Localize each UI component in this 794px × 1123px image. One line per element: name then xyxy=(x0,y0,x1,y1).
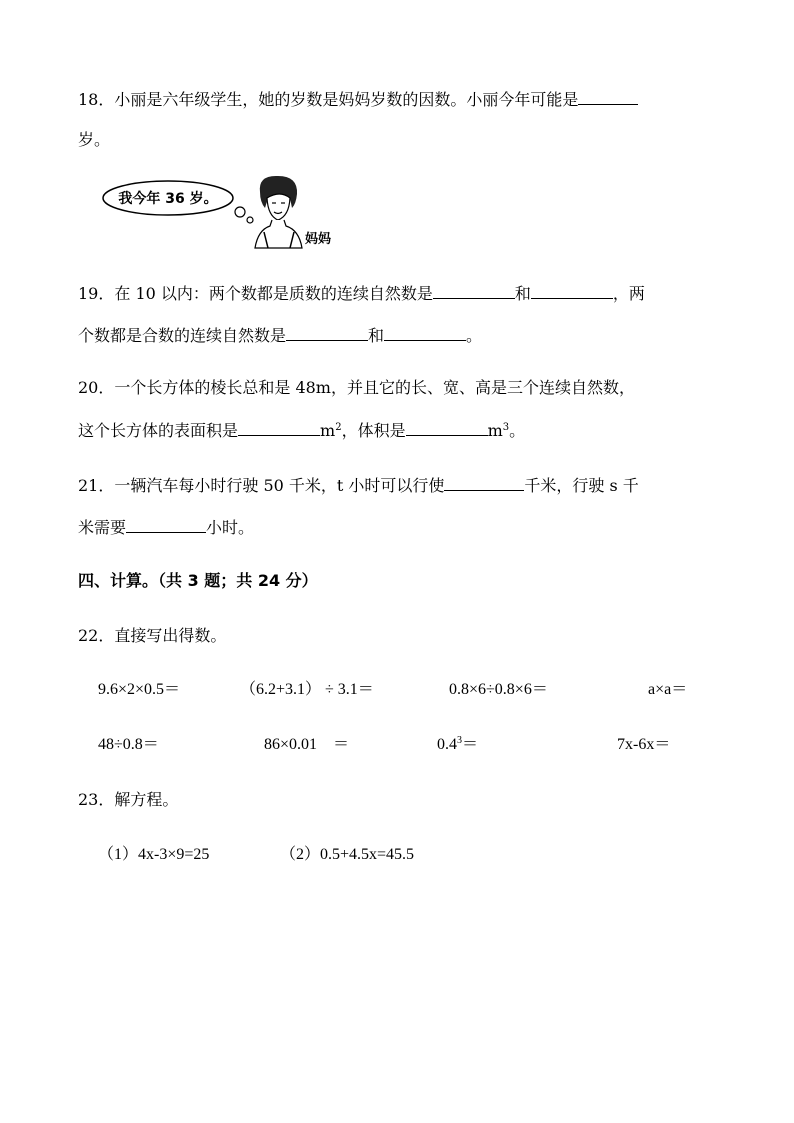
q20-unit-m3: m xyxy=(487,421,503,440)
q18-text-end: 岁。 xyxy=(78,130,111,149)
q21-blank-distance[interactable] xyxy=(444,474,524,491)
section4-heading: 四、计算。（共 3 题；共 24 分） xyxy=(78,571,318,590)
mom-face xyxy=(267,194,290,220)
bubble-text: 我今年 36 岁。 xyxy=(118,191,218,207)
q19-text-b: 和 xyxy=(514,284,531,303)
q23-title: 23．解方程。 xyxy=(78,790,179,809)
q19-text-c: ，两 xyxy=(612,284,645,303)
calc-expr-8: 7x-6x＝ xyxy=(617,736,671,753)
q18-line1 xyxy=(78,88,638,110)
mom-drawing xyxy=(100,170,340,255)
mom-body xyxy=(255,220,302,248)
q20-text-c: ，体积是 xyxy=(341,421,406,440)
calc-expr-7-exp: 3 xyxy=(457,735,462,746)
calc-expr-4: a×a＝ xyxy=(648,681,688,698)
calc-expr-3: 0.8×6÷0.8×6＝ xyxy=(449,681,548,698)
bubble-dot-large xyxy=(235,207,245,217)
q20-line1 xyxy=(78,378,635,398)
q20-text-d: 。 xyxy=(509,421,526,440)
q19-text-f: 。 xyxy=(466,326,483,345)
q19-line1 xyxy=(78,282,645,304)
q19-text-d: 个数都是合数的连续自然数是 xyxy=(78,326,287,345)
q18-text: 18．小丽是六年级学生，她的岁数是妈妈岁数的因数。小丽今年可能是 xyxy=(78,90,579,109)
equation-2: （2）0.5+4.5x=45.5 xyxy=(280,846,415,863)
q19-blank-2[interactable] xyxy=(531,282,613,299)
mom-illustration xyxy=(100,170,340,255)
q20-unit-m2: m xyxy=(320,421,336,440)
q19-blank-4[interactable] xyxy=(384,324,466,341)
calc-expr-6: 86×0.01 ＝ xyxy=(264,736,350,753)
q20-blank-volume[interactable] xyxy=(406,419,488,436)
calc-expr-7 xyxy=(437,735,478,755)
q20-line2 xyxy=(78,419,525,441)
q20-unit-m3-sup: 3 xyxy=(502,422,510,433)
equation-1: （1）4x-3×9=25 xyxy=(98,846,210,863)
q20-text-b: 这个长方体的表面积是 xyxy=(78,421,239,440)
q20-text-a: 20．一个长方体的棱长总和是 48m，并且它的长、宽、高是三个连续自然数， xyxy=(78,378,635,397)
q19-text-e: 和 xyxy=(368,326,385,345)
q20-blank-area[interactable] xyxy=(238,419,320,436)
q21-line1 xyxy=(78,474,639,496)
bubble-dot-small xyxy=(247,217,253,223)
q21-text-b: 千米，行驶 s 千 xyxy=(524,476,639,495)
calc-expr-7-eq: ＝ xyxy=(462,736,479,753)
q19-blank-3[interactable] xyxy=(286,324,368,341)
q21-text-d: 小时。 xyxy=(206,518,255,537)
q21-blank-time[interactable] xyxy=(126,516,206,533)
q20-unit-m2-sup: 2 xyxy=(335,422,342,433)
calc-expr-5: 48÷0.8＝ xyxy=(98,736,159,753)
q19-blank-1[interactable] xyxy=(433,282,515,299)
q18-answer-blank[interactable] xyxy=(578,88,638,105)
calc-expr-2: （6.2+3.1） ÷ 3.1＝ xyxy=(240,681,374,698)
q21-text-a: 21．一辆汽车每小时行驶 50 千米，t 小时可以行使 xyxy=(78,476,445,495)
q18-line2 xyxy=(78,130,110,150)
q21-text-c: 米需要 xyxy=(78,518,127,537)
q22-title: 22．直接写出得数。 xyxy=(78,626,227,645)
calc-expr-1: 9.6×2×0.5＝ xyxy=(98,681,181,698)
mom-label: 妈妈 xyxy=(305,232,332,247)
calc-expr-7-base: 0.4 xyxy=(437,736,457,753)
q19-text-a: 19．在 10 以内：两个数都是质数的连续自然数是 xyxy=(78,284,433,303)
q19-line2 xyxy=(78,324,482,346)
q21-line2 xyxy=(78,516,254,538)
